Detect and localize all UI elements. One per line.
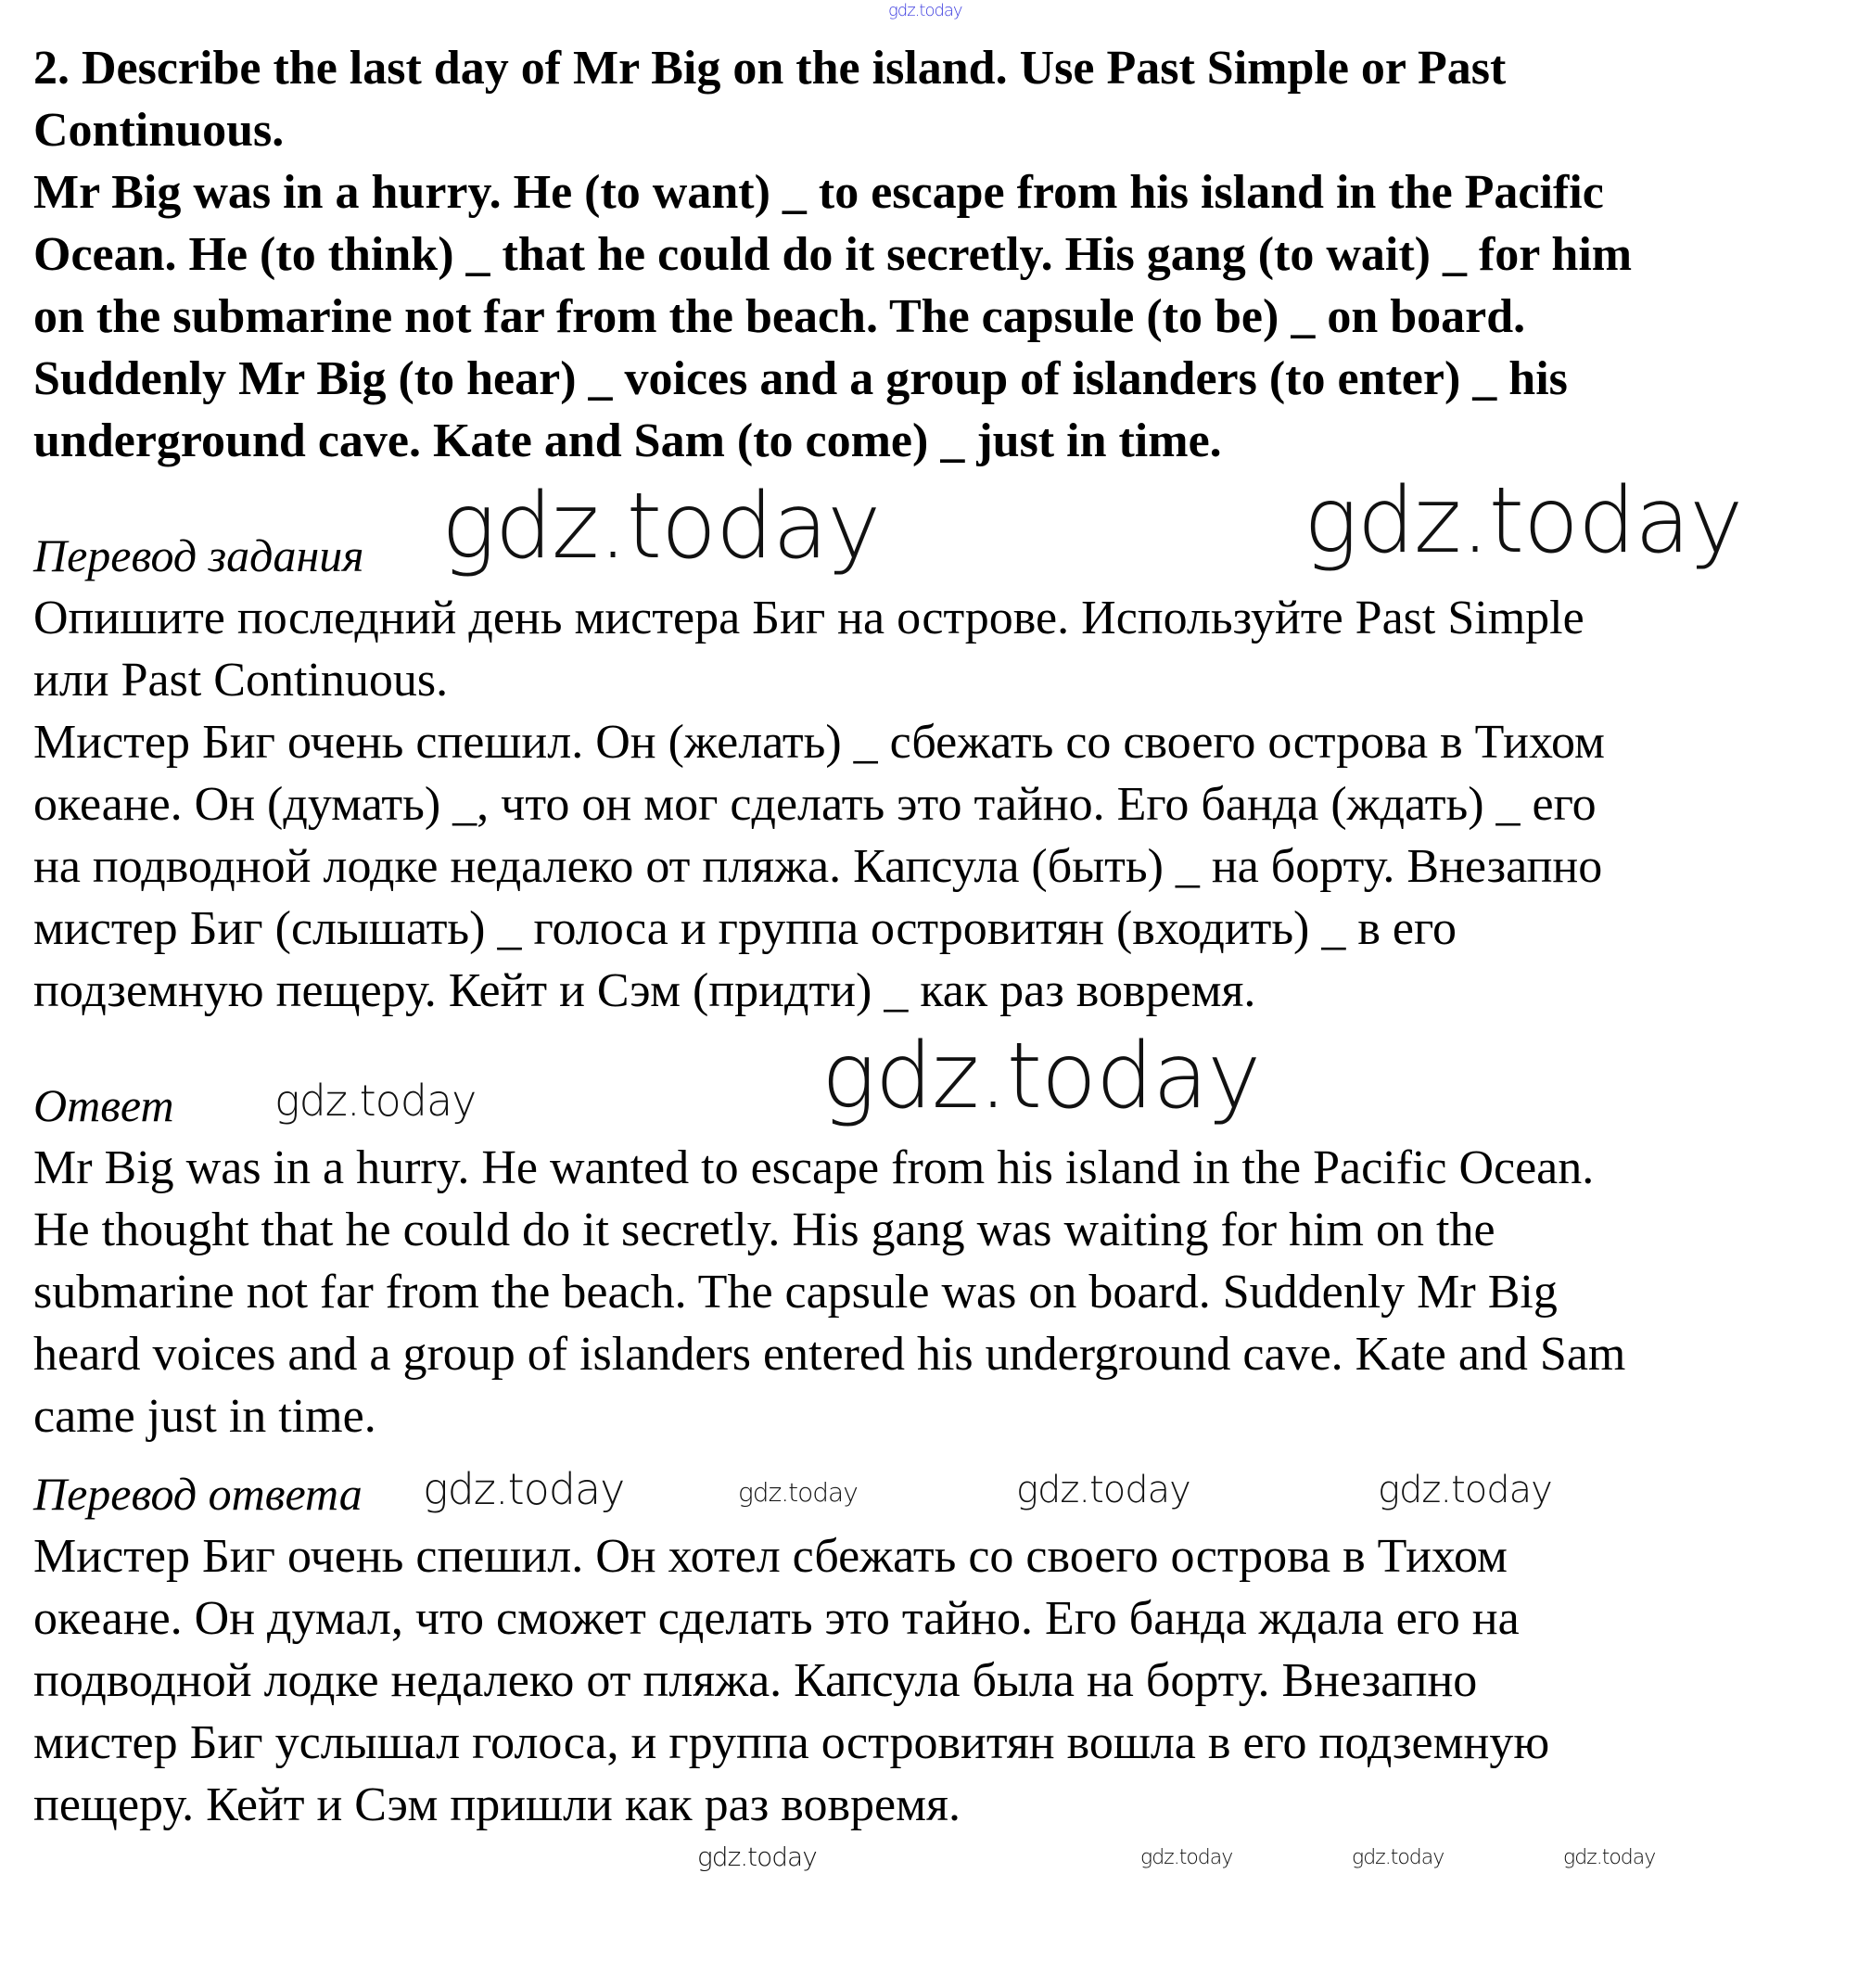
watermark: gdz.today [1378, 1469, 1552, 1511]
top-watermark-row [33, 0, 1830, 37]
task-line: Mr Big was in a hurry. He (to want) _ to escape from his island in the Pacific [33, 166, 1604, 219]
answer-translation-text [33, 1525, 1830, 1836]
watermark-top: gdz.today [888, 1, 962, 20]
watermark: gdz.today [1563, 1846, 1656, 1869]
answer-translation-label: Перевод ответа [33, 1468, 363, 1520]
translation-line: на подводной лодке недалеко от пляжа. Капсула (быть) _ на борту. Внезапно [33, 840, 1603, 893]
watermark: gdz.today [1352, 1846, 1444, 1869]
watermark: gdz.today [821, 1024, 1261, 1129]
translation-line: океане. Он (думать) _, что он мог сделать это тайно. Его банда (ждать) _ его [33, 778, 1597, 831]
translation-line: Мистер Биг очень спешил. Он (желать) _ сбежать со своего острова в Тихом [33, 716, 1605, 769]
task-text [33, 37, 1830, 472]
watermark: gdz.today [697, 1841, 817, 1872]
watermark: gdz.today [274, 1076, 477, 1126]
translation-line: мистер Биг (слышать) _ голоса и группа островитян (входить) _ в его [33, 902, 1457, 955]
answer-translation-line: океане. Он думал, что сможет сделать это тайно. Его банда ждала его на [33, 1592, 1520, 1645]
task-translation-text [33, 587, 1830, 1022]
translation-line: подземную пещеру. Кейт и Сэм (придти) _ как раз вовремя. [33, 964, 1256, 1017]
translation-line: Опишите последний день мистера Биг на острове. Используйте Past Simple [33, 592, 1584, 644]
watermark: gdz.today [441, 474, 881, 580]
translation-line: или Past Continuous. [33, 654, 449, 707]
answer-line: came just in time. [33, 1390, 376, 1443]
task-line: Continuous. [33, 104, 285, 157]
task-line: underground cave. Kate and Sam (to come) _ just in time. [33, 414, 1222, 467]
task-line: 2. Describe the last day of Mr Big on the island. Use Past Simple or Past [33, 42, 1507, 95]
answer-translation-label-row [33, 1447, 1830, 1525]
watermark: gdz.today [423, 1464, 625, 1514]
task-line: on the submarine not far from the beach. The capsule (to be) _ on board. [33, 290, 1526, 343]
answer-translation-line: мистер Биг услышал голоса, и группа островитян вошла в его подземную [33, 1716, 1550, 1769]
watermark: gdz.today [1140, 1846, 1233, 1869]
answer-line: Mr Big was in a hurry. He wanted to escape from his island in the Pacific Ocean. [33, 1141, 1595, 1194]
bottom-watermark-row [33, 1836, 1830, 1882]
answer-line: He thought that he could do it secretly. His gang was waiting for him on the [33, 1204, 1495, 1256]
answer-label: Ответ [33, 1079, 174, 1131]
task-translation-label-row [33, 468, 1830, 587]
watermark: gdz.today [1304, 468, 1743, 574]
task-line: Ocean. He (to think) _ that he could do it secretly. His gang (to wait) _ for him [33, 228, 1633, 281]
answer-translation-line: пещеру. Кейт и Сэм пришли как раз вовремя. [33, 1778, 961, 1831]
answer-label-row [33, 1022, 1830, 1137]
task-translation-label: Перевод задания [33, 529, 364, 581]
answer-line: submarine not far from the beach. The capsule was on board. Suddenly Mr Big [33, 1266, 1558, 1319]
task-line: Suddenly Mr Big (to hear) _ voices and a group of islanders (to enter) _ his [33, 352, 1568, 405]
answer-translation-line: подводной лодке недалеко от пляжа. Капсула была на борту. Внезапно [33, 1654, 1478, 1707]
watermark: gdz.today [1016, 1469, 1190, 1511]
answer-text [33, 1137, 1830, 1447]
watermark: gdz.today [738, 1477, 858, 1508]
answer-translation-line: Мистер Биг очень спешил. Он хотел сбежать со своего острова в Тихом [33, 1530, 1508, 1583]
answer-line: heard voices and a group of islanders entered his underground cave. Kate and Sam [33, 1328, 1626, 1381]
